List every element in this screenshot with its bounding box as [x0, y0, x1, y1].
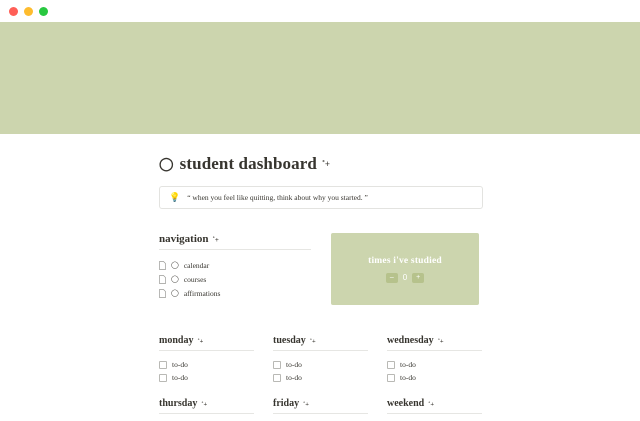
- upper-columns: [159, 233, 483, 305]
- todo-item[interactable]: [159, 358, 254, 371]
- day-column-wednesday: [387, 335, 482, 384]
- day-heading-wednesday: [387, 335, 482, 351]
- page-title: [159, 154, 483, 174]
- sidebar-item-label: affirmations: [183, 288, 221, 298]
- todo-label: to-do: [172, 373, 188, 383]
- day-column-thursday: [159, 398, 254, 421]
- day-column-tuesday: [273, 335, 368, 384]
- todo-label: to-do: [172, 360, 188, 370]
- todo-label: to-do: [400, 360, 416, 370]
- day-name: friday: [273, 398, 300, 410]
- day-name: monday: [159, 335, 194, 347]
- sidebar-item-affirmations[interactable]: [159, 286, 311, 300]
- study-counter-title: times i've studied: [368, 255, 442, 266]
- study-counter-column: [331, 233, 479, 305]
- day-heading-tuesday: [273, 335, 368, 351]
- sidebar-item-courses[interactable]: [159, 272, 311, 286]
- page-body: [0, 134, 640, 421]
- day-decoration: ˚+: [437, 338, 444, 346]
- day-heading-weekend: [387, 398, 482, 414]
- day-column-monday: [159, 335, 254, 384]
- checkbox-icon[interactable]: [387, 361, 395, 369]
- day-name: weekend: [387, 398, 425, 410]
- checkbox-icon[interactable]: [273, 374, 281, 382]
- close-window-button[interactable]: [9, 7, 18, 16]
- window-titlebar: [0, 0, 640, 22]
- day-heading-friday: [273, 398, 368, 414]
- day-decoration: ˚+: [197, 338, 204, 346]
- todo-item[interactable]: [273, 371, 368, 384]
- todo-item[interactable]: [159, 371, 254, 384]
- minimize-window-button[interactable]: [24, 7, 33, 16]
- counter-value: 0: [402, 273, 408, 283]
- quote-callout: [159, 186, 483, 209]
- quote-text: “ when you feel like quitting, think about why you started. ”: [187, 193, 368, 203]
- day-decoration: ˚+: [201, 401, 208, 409]
- navigation-heading-text: navigation: [159, 233, 209, 246]
- checkbox-icon[interactable]: [273, 361, 281, 369]
- maximize-window-button[interactable]: [39, 7, 48, 16]
- circle-bullet-icon: ◯: [171, 275, 179, 284]
- lightbulb-icon: 💡: [169, 192, 181, 203]
- day-column-weekend: [387, 398, 482, 421]
- week-row-two: [159, 398, 483, 421]
- todo-label: to-do: [286, 360, 302, 370]
- day-heading-thursday: [159, 398, 254, 414]
- navigation-column: [159, 233, 311, 300]
- todo-item[interactable]: [387, 358, 482, 371]
- week-row-one: [159, 335, 483, 384]
- day-name: thursday: [159, 398, 198, 410]
- day-column-friday: [273, 398, 368, 421]
- todo-item[interactable]: [387, 371, 482, 384]
- study-counter-card: [331, 233, 479, 305]
- circle-icon: ◯: [159, 156, 174, 172]
- increment-button[interactable]: +: [412, 273, 424, 283]
- checkbox-icon[interactable]: [387, 374, 395, 382]
- todo-label: to-do: [400, 373, 416, 383]
- checkbox-icon[interactable]: [159, 361, 167, 369]
- sidebar-item-label: courses: [183, 274, 207, 284]
- circle-bullet-icon: ◯: [171, 289, 179, 298]
- day-heading-monday: [159, 335, 254, 351]
- day-decoration: ˚+: [428, 401, 435, 409]
- navigation-heading: [159, 233, 311, 250]
- page-cover-image: [0, 22, 640, 134]
- sidebar-item-label: calendar: [183, 260, 210, 270]
- todo-item[interactable]: [273, 358, 368, 371]
- document-icon: [159, 261, 166, 270]
- day-decoration: ˚+: [309, 338, 316, 346]
- document-icon: [159, 275, 166, 284]
- page-content: [159, 134, 483, 421]
- circle-bullet-icon: ◯: [171, 261, 179, 270]
- day-name: wednesday: [387, 335, 434, 347]
- study-counter: [386, 273, 424, 283]
- page-title-text: student dashboard: [179, 154, 317, 173]
- day-decoration: ˚+: [303, 401, 309, 409]
- todo-label: to-do: [286, 373, 302, 383]
- document-icon: [159, 289, 166, 298]
- sidebar-item-calendar[interactable]: [159, 258, 311, 272]
- checkbox-icon[interactable]: [159, 374, 167, 382]
- navigation-heading-decoration: ˚+: [212, 236, 219, 245]
- decrement-button[interactable]: –: [386, 273, 398, 283]
- day-name: tuesday: [273, 335, 306, 347]
- title-decoration: ˚+: [321, 158, 331, 169]
